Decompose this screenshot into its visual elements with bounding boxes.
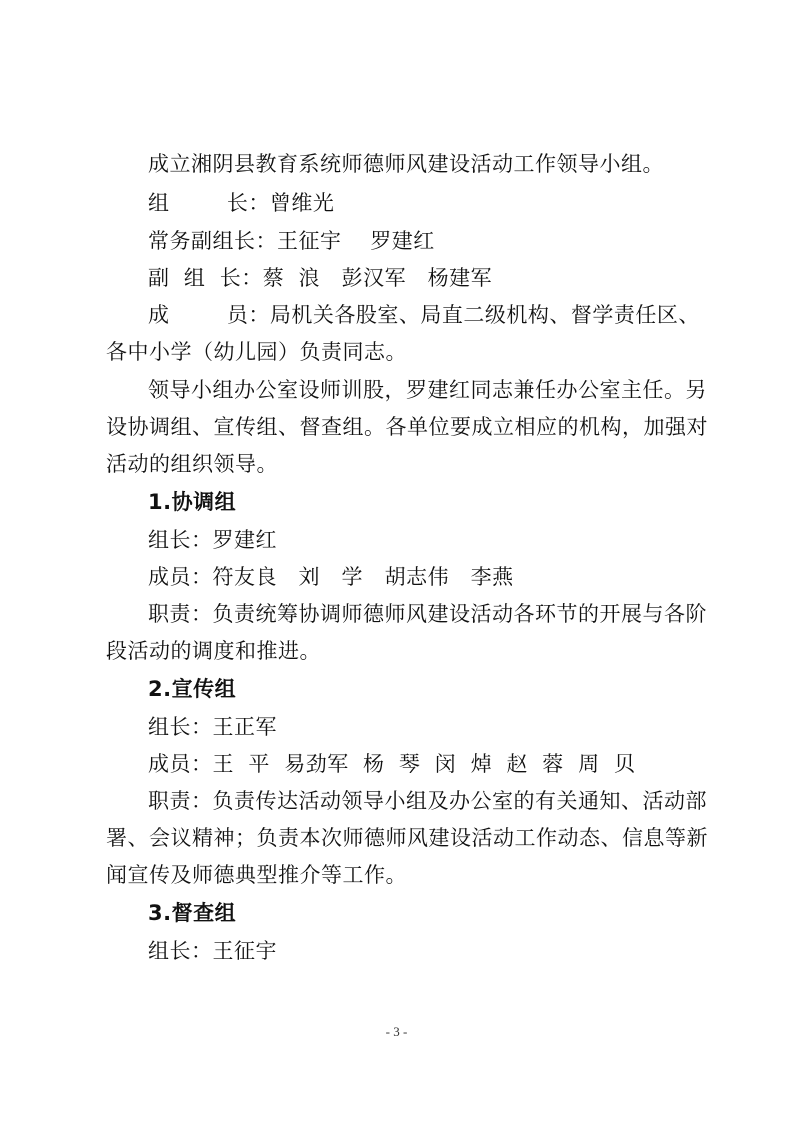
group-leader-publicity: 组长：王正军 — [148, 715, 277, 739]
office-paragraph-line-1: 领导小组办公室设师训股，罗建红同志兼任办公室主任。另 — [148, 378, 707, 402]
group-heading-supervision: 3.督查组 — [148, 901, 237, 925]
group-duty-coordination-line-2: 段活动的调度和推进。 — [106, 639, 321, 663]
group-duty-publicity-line-2: 署、会议精神；负责本次师德师风建设活动工作动态、信息等新 — [106, 826, 708, 850]
page-number: - 3 - — [385, 1024, 408, 1039]
group-leader-supervision: 组长：王征宇 — [148, 939, 277, 963]
group-heading-publicity: 2.宣传组 — [148, 677, 237, 701]
group-duty-publicity-line-3: 闻宣传及师德典型推介等工作。 — [106, 863, 407, 887]
group-members-coordination: 成员：符友良 刘 学 胡志伟 李燕 — [148, 565, 514, 589]
deputy-line: 副 组 长：蔡 浪 彭汉军 杨建军 — [148, 266, 493, 290]
group-heading-coordination: 1.协调组 — [148, 490, 237, 514]
group-duty-publicity-line-1: 职责：负责传达活动领导小组及办公室的有关通知、活动部 — [148, 789, 707, 813]
office-paragraph-line-3: 活动的组织领导。 — [106, 452, 278, 476]
leader-line: 组 长：曾维光 — [148, 191, 335, 215]
exec-deputy-line: 常务副组长：王征宇 罗建红 — [148, 229, 435, 253]
office-paragraph-line-2: 设协调组、宣传组、督查组。各单位要成立相应的机构，加强对 — [106, 415, 708, 439]
group-members-publicity: 成员：王 平 易劲军 杨 琴 闵 焯 赵 蓉 周 贝 — [148, 752, 636, 776]
group-duty-coordination-line-1: 职责：负责统筹协调师德师风建设活动各环节的开展与各阶 — [148, 602, 707, 626]
intro-paragraph: 成立湘阴县教育系统师德师风建设活动工作领导小组。 — [148, 152, 664, 176]
members-line-2: 各中小学（幼儿园）负责同志。 — [106, 340, 407, 364]
group-leader-coordination: 组长：罗建红 — [148, 528, 277, 552]
members-line-1: 成 员：局机关各股室、局直二级机构、督学责任区、 — [148, 303, 700, 327]
